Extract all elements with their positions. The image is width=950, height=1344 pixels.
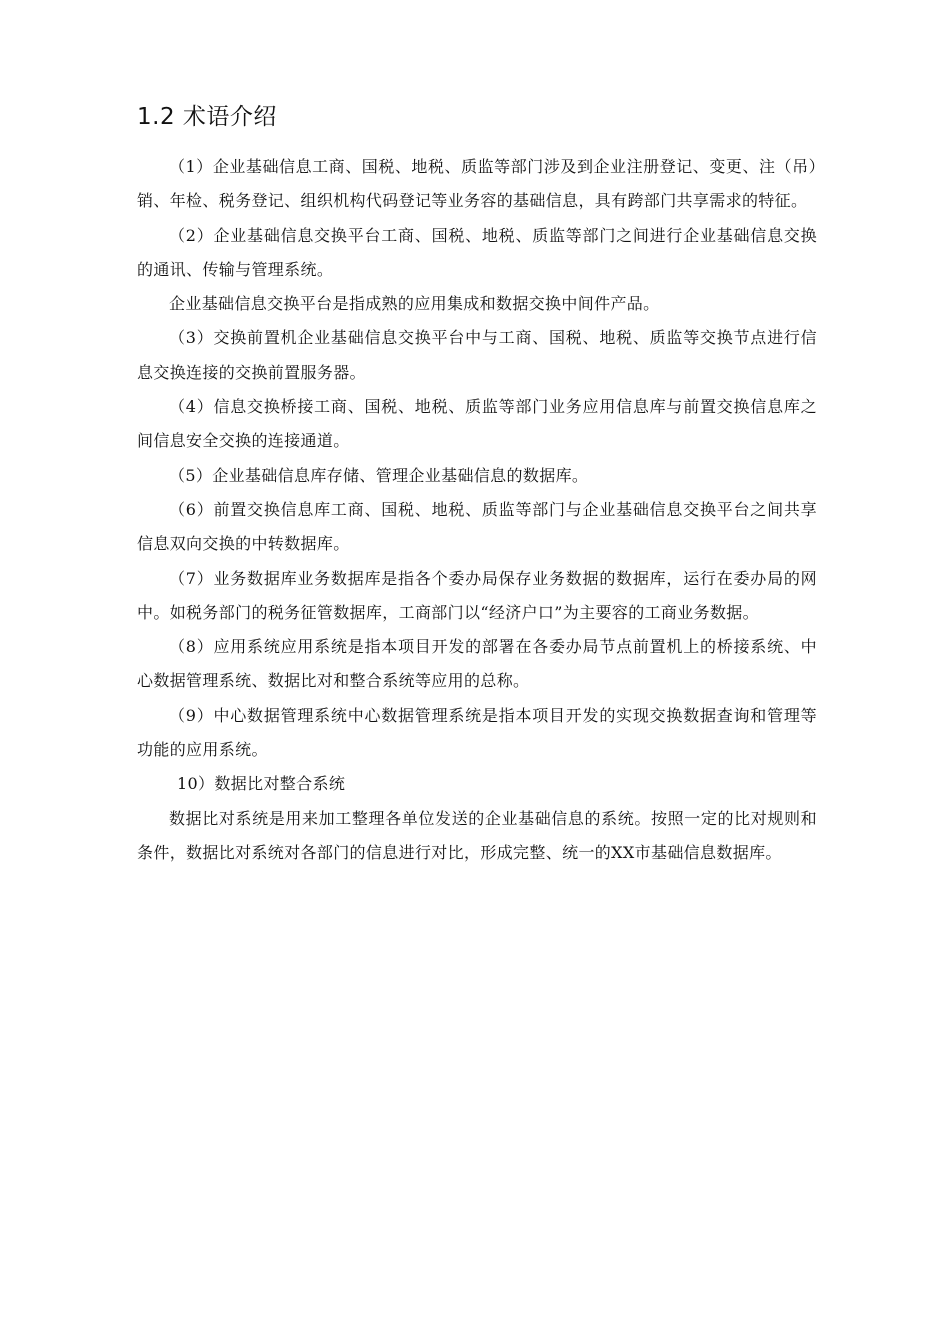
paragraph-term-5: （5）企业基础信息库存储、管理企业基础信息的数据库。 [169, 465, 589, 485]
section-heading: 1.2 术语介绍 [137, 104, 277, 130]
paragraph-term-3: （3）交换前置机企业基础信息交换平台中与工商、国税、地税、质监等交换节点进行信息交换连接的交换前置服务器。 [137, 328, 817, 382]
paragraph-term-2: （2）企业基础信息交换平台工商、国税、地税、质监等部门之间进行企业基础信息交换的通讯、传输与管理系统。 [137, 225, 817, 279]
paragraph-term-4: （4）信息交换桥接工商、国税、地税、质监等部门业务应用信息库与前置交换信息库之间信息安全交换的连接通道。 [137, 397, 817, 451]
paragraph-term-10-note: 数据比对系统是用来加工整理各单位发送的企业基础信息的系统。按照一定的比对规则和条件，数据比对系统对各部门的信息进行对比，形成完整、统一的XX市基础信息数据库。 [137, 808, 817, 862]
paragraph-term-10: 10）数据比对整合系统 [177, 774, 346, 794]
paragraph-term-1: （1）企业基础信息工商、国税、地税、质监等部门涉及到企业注册登记、变更、注（吊）销、年检、税务登记、组织机构代码登记等业务容的基础信息，具有跨部门共享需求的特征。 [137, 157, 817, 211]
paragraph-term-7: （7）业务数据库业务数据库是指各个委办局保存业务数据的数据库，运行在委办局的网中。如税务部门的税务征管数据库，工商部门以“经济户口”为主要容的工商业务数据。 [137, 568, 817, 622]
paragraph-term-8: （8）应用系统应用系统是指本项目开发的部署在各委办局节点前置机上的桥接系统、中心数据管理系统、数据比对和整合系统等应用的总称。 [137, 637, 817, 691]
paragraph-term-2-note: 企业基础信息交换平台是指成熟的应用集成和数据交换中间件产品。 [169, 294, 660, 314]
document-body [137, 150, 817, 870]
paragraph-term-6: （6）前置交换信息库工商、国税、地税、质监等部门与企业基础信息交换平台之间共享信息双向交换的中转数据库。 [137, 499, 817, 554]
paragraph-term-9: （9）中心数据管理系统中心数据管理系统是指本项目开发的实现交换数据查询和管理等功能的应用系统。 [137, 705, 817, 760]
